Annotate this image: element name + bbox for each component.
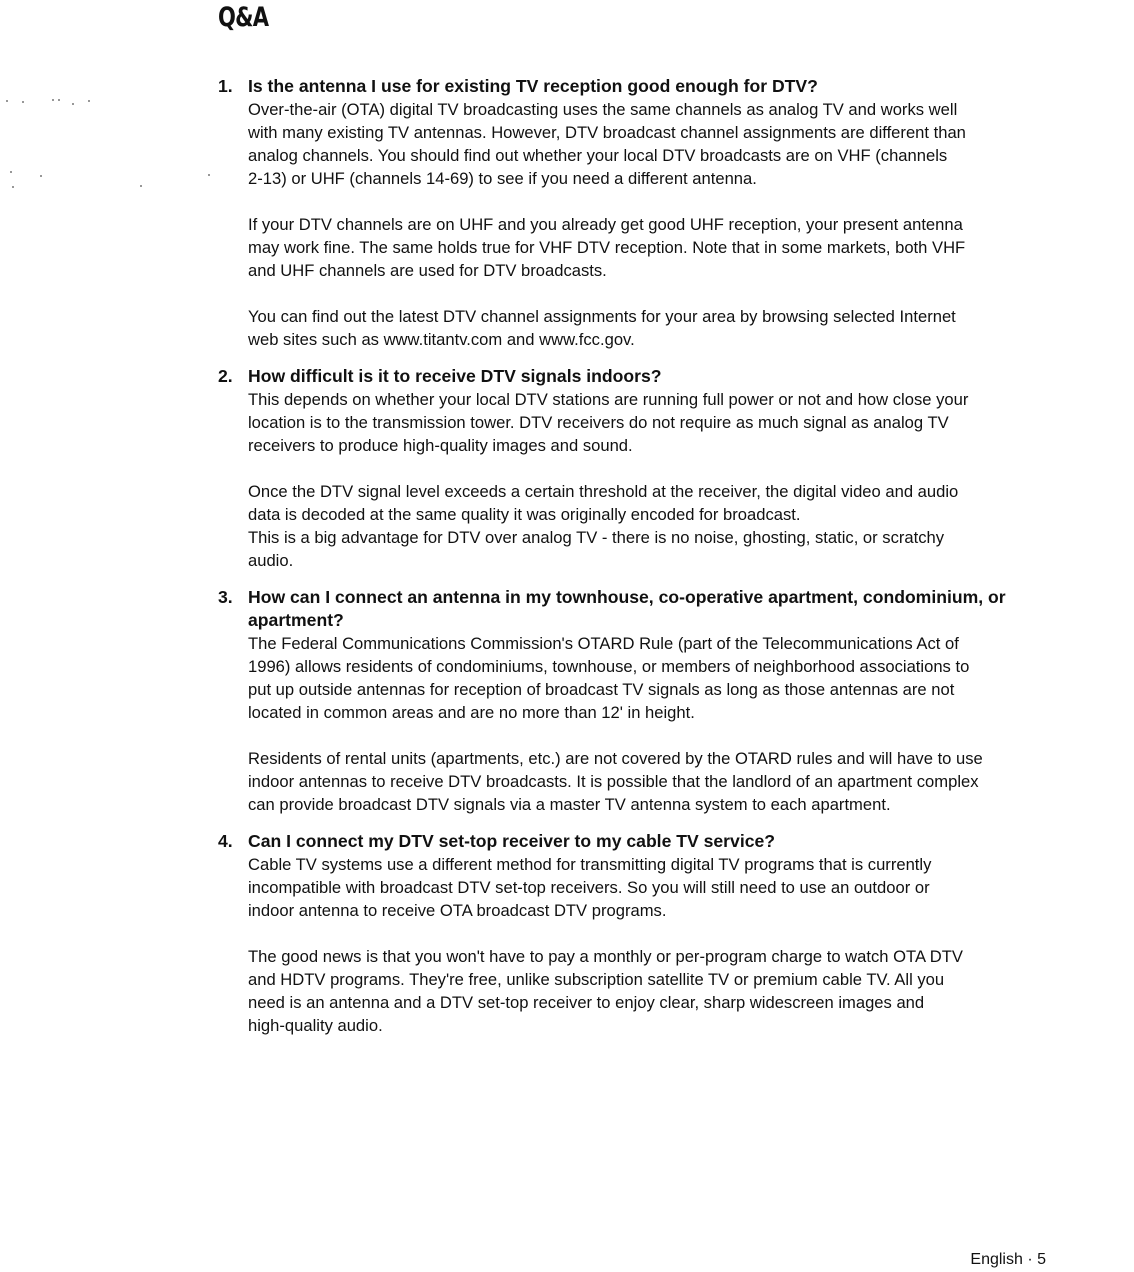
page-title: Q&A [218,2,269,33]
answer-paragraph [248,853,1078,922]
answer-line: This depends on whether your local DTV stations are running full power or not and how close your [248,390,969,409]
answer-paragraph [248,98,1078,190]
answer-line: Cable TV systems use a different method for transmitting digital TV programs that is currently [248,855,932,874]
answer-line: The good news is that you won't have to pay a monthly or per-program charge to watch OTA DTV [248,947,963,966]
scan-speck [40,175,42,177]
scan-speck [6,100,8,102]
question-number: 1. [218,76,233,96]
qa-list [218,75,1078,1051]
answer [248,853,1078,1037]
answer [248,632,1078,816]
qa-item [218,586,1078,816]
scan-speck [58,99,60,101]
answer-paragraph [248,213,1078,282]
answer-line: audio. [248,551,294,570]
answer-line: web sites such as www.titantv.com and www.fcc.gov. [248,330,635,349]
scan-speck [12,186,14,188]
answer-line: Residents of rental units (apartments, etc.) are not covered by the OTARD rules and will have to use [248,749,983,768]
answer [248,98,1078,351]
answer-line: This is a big advantage for DTV over analog TV - there is no noise, ghosting, static, or scratchy [248,528,945,547]
answer-paragraph [248,305,1078,351]
question-heading [218,365,1078,388]
scan-speck [88,100,90,102]
question-heading [218,586,1078,632]
answer-line: indoor antennas to receive DTV broadcasts. It is possible that the landlord of an apartment complex [248,772,979,791]
question-number: 4. [218,831,233,851]
answer-line: receivers to produce high-quality images and sound. [248,436,633,455]
answer-paragraph [248,388,1078,457]
scan-speck [52,99,54,101]
answer-line: located in common areas and are no more than 12' in height. [248,703,695,722]
answer-line: Once the DTV signal level exceeds a certain threshold at the receiver, the digital video and audio [248,482,959,501]
answer-line: data is decoded at the same quality it was originally encoded for broadcast. [248,505,801,524]
question-number: 3. [218,587,233,607]
qa-item [218,830,1078,1037]
answer-line: and UHF channels are used for DTV broadcasts. [248,261,607,280]
answer-line: If your DTV channels are on UHF and you already get good UHF reception, your present antenna [248,215,963,234]
answer-line: high-quality audio. [248,1016,383,1035]
answer-line: 2-13) or UHF (channels 14-69) to see if you need a different antenna. [248,169,757,188]
scan-speck [10,171,12,173]
answer [248,388,1078,572]
answer-line: need is an antenna and a DTV set-top receiver to enjoy clear, sharp widescreen images and [248,993,925,1012]
answer-line: incompatible with broadcast DTV set-top receivers. So you will still need to use an outdoor or [248,878,930,897]
question-text: Is the antenna I use for existing TV reception good enough for DTV? [248,76,818,96]
question-text: How difficult is it to receive DTV signals indoors? [248,366,662,386]
answer-line: analog channels. You should find out whether your local DTV broadcasts are on VHF (channels [248,146,948,165]
answer-line: 1996) allows residents of condominiums, townhouse, or members of neighborhood associations to [248,657,970,676]
answer-paragraph [248,747,1078,816]
answer-line: Over-the-air (OTA) digital TV broadcasting uses the same channels as analog TV and works well [248,100,958,119]
answer-line: and HDTV programs. They're free, unlike subscription satellite TV or premium cable TV. All you [248,970,945,989]
question-text: Can I connect my DTV set-top receiver to my cable TV service? [248,831,776,851]
qa-item [218,365,1078,572]
question-heading [218,830,1078,853]
answer-line: You can find out the latest DTV channel assignments for your area by browsing selected Internet [248,307,956,326]
answer-line: can provide broadcast DTV signals via a master TV antenna system to each apartment. [248,795,891,814]
scan-speck [208,174,210,176]
scan-speck [22,101,24,103]
answer-paragraph [248,632,1078,724]
answer-line: with many existing TV antennas. However, DTV broadcast channel assignments are different than [248,123,966,142]
answer-line: indoor antenna to receive OTA broadcast DTV programs. [248,901,667,920]
qa-item [218,75,1078,351]
answer-line: put up outside antennas for reception of broadcast TV signals as long as those antennas are not [248,680,955,699]
page-footer: English · 5 [970,1251,1046,1268]
answer-paragraph [248,945,1078,1037]
answer-line: may work fine. The same holds true for VHF DTV reception. Note that in some markets, both VHF [248,238,966,257]
question-heading [218,75,1078,98]
scan-speck [72,103,74,105]
answer-line: The Federal Communications Commission's OTARD Rule (part of the Telecommunications Act of [248,634,959,653]
question-text: How can I connect an antenna in my townhouse, co-operative apartment, condominium, or apartment? [248,587,1006,630]
answer-line: location is to the transmission tower. DTV receivers do not require as much signal as analog TV [248,413,949,432]
answer-paragraph [248,480,1078,572]
question-number: 2. [218,366,233,386]
scan-speck [140,185,142,187]
